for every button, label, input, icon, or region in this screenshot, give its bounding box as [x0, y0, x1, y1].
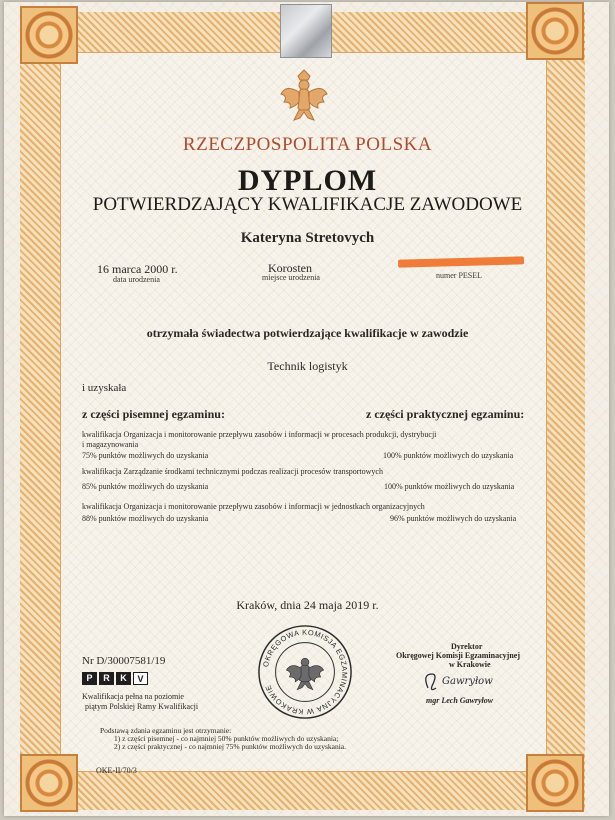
practical-exam-heading: z części praktycznej egzaminu: [366, 407, 525, 421]
border-left [20, 12, 60, 810]
qualification-3-line1: kwalifikacja Organizacja i monitorowanie przepływu zasobów i informacji w jednostkach organizacyjnych [82, 502, 425, 511]
pesel-label: numer PESEL [436, 271, 482, 280]
certified-statement: otrzymała świadectwa potwierdzające kwalifikacje w zawodzie [146, 326, 469, 340]
director-city: w Krakowie [449, 660, 491, 669]
official-seal [256, 623, 354, 721]
qualification-2-line1: kwalifikacja Zarządzanie środkami technicznymi podczas realizacji procesów transportowych [82, 467, 383, 476]
birth-place: Korosten [268, 261, 312, 275]
document-title: DYPLOM [237, 164, 378, 197]
qualification-3-practical: 96% punktów możliwych do uzyskania [390, 514, 517, 523]
border-bottom [20, 770, 585, 810]
qualification-1-line2: i magazynowania [82, 440, 139, 449]
republic-heading: RZECZPOSPOLITA POLSKA [182, 134, 433, 155]
birth-place-label: miejsce urodzenia [262, 273, 320, 282]
place-and-date: Kraków, dnia 24 maja 2019 r. [236, 598, 379, 612]
document-number: Nr D/30007581/19 [82, 655, 166, 667]
prkv-letter: V [133, 672, 148, 685]
corner-ornament-top-left [20, 6, 78, 64]
corner-ornament-bottom-right [526, 754, 584, 812]
prkv-letter: P [82, 672, 97, 685]
prkv-letter: K [116, 672, 131, 685]
corner-ornament-top-right [526, 2, 584, 60]
birth-date-label: data urodzenia [113, 275, 160, 284]
profession-name: Technik logistyk [267, 359, 348, 373]
document-subtitle: POTWIERDZAJĄCY KWALIFIKACJE ZAWODOWE [92, 194, 523, 215]
basis-title: Podstawą zdania egzaminu jest otrzymanie: [100, 726, 232, 735]
corner-ornament-bottom-left [20, 754, 78, 812]
basis-written: 1) z części pisemnej - co najmniej 50% punktów możliwych do uzyskania; [114, 734, 339, 743]
prkv-letter: R [99, 672, 114, 685]
director-commission: Okręgowej Komisji Egzaminacyjnej [396, 651, 520, 660]
qualification-2-practical: 100% punktów możliwych do uzyskania [384, 482, 515, 491]
qualification-3-written: 88% punktów możliwych do uzyskania [82, 514, 209, 523]
director-signature [420, 668, 520, 694]
prkv-description-line1: Kwalifikacja pełna na poziomie [82, 692, 184, 701]
basis-practical: 2) z części praktycznej - co najmniej 75% punktów możliwych do uzyskania. [114, 742, 347, 751]
signature-script: Gawryłow [442, 676, 493, 687]
holder-name: Kateryna Stretovych [240, 230, 375, 246]
received-text: i uzyskała [82, 382, 127, 394]
border-right [545, 12, 585, 810]
qualification-2-written: 85% punktów możliwych do uzyskania [82, 482, 209, 491]
prkv-description-line2: piątym Polskiej Ramy Kwalifikacji [85, 702, 199, 711]
qualification-1-written: 75% punktów możliwych do uzyskania [82, 451, 209, 460]
hologram-sticker [280, 4, 332, 58]
prkv-logo [82, 672, 148, 685]
seal-text: OKRĘGOWA KOMISJA EGZAMINACYJNA W KRAKOWIE [261, 627, 350, 717]
qualification-1-line1: kwalifikacja Organizacja i monitorowanie przepływu zasobów i informacji w procesach produkcji, dystrybucji [82, 430, 437, 439]
signer-name: mgr Lech Gawryłow [426, 696, 494, 705]
form-code: OKE-II/70/3 [96, 766, 137, 775]
white-eagle-emblem-icon [278, 68, 330, 126]
written-exam-heading: z części pisemnej egzaminu: [82, 407, 225, 421]
qualification-1-practical: 100% punktów możliwych do uzyskania [383, 451, 514, 460]
birth-date: 16 marca 2000 r. [97, 262, 178, 276]
director-title: Dyrektor [451, 642, 483, 651]
